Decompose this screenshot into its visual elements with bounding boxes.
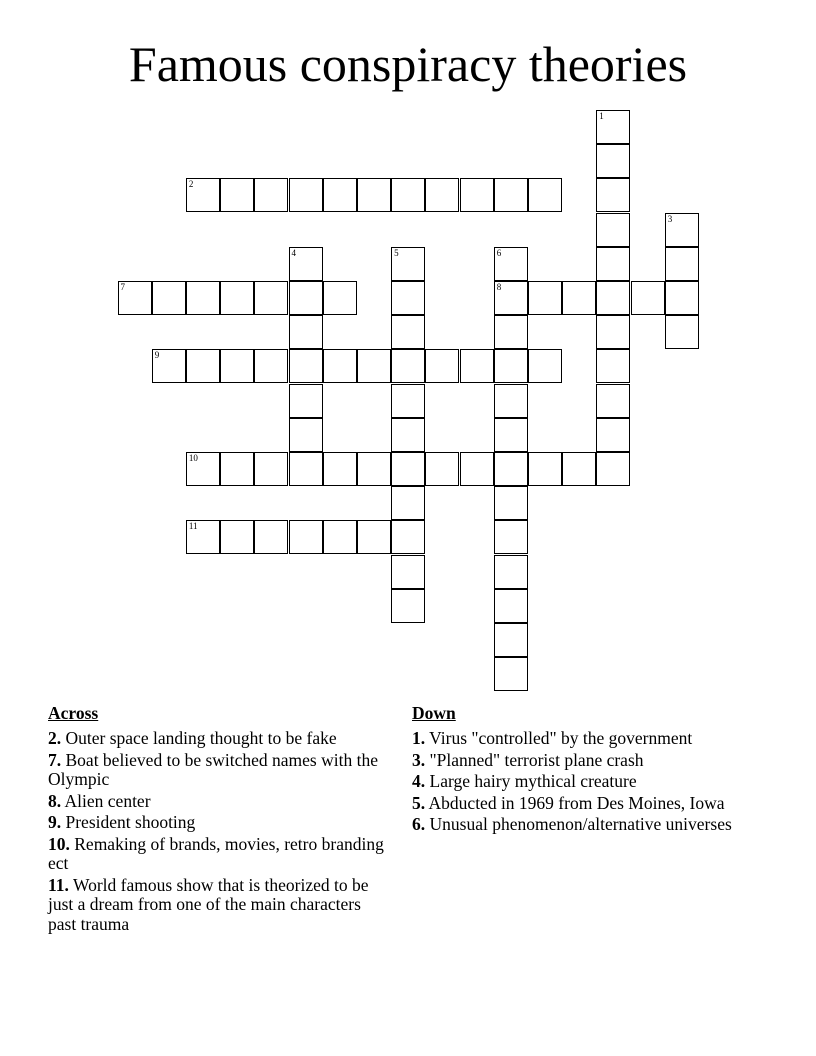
grid-cell[interactable] [254,520,288,554]
clue-number-label: 11. [48,874,69,895]
grid-cell[interactable] [596,144,630,178]
grid-cell[interactable] [665,247,699,281]
grid-cell[interactable] [494,623,528,657]
grid-cell[interactable] [631,281,665,315]
clue-number: 9 [154,350,160,361]
grid-cell[interactable] [425,349,459,383]
down-clue [412,729,757,749]
grid-cell[interactable] [596,213,630,247]
grid-cell[interactable] [596,110,630,144]
grid-cell[interactable] [323,520,357,554]
grid-cell[interactable] [494,486,528,520]
page-title: Famous conspiracy theories [128,36,688,92]
across-clue [48,813,388,833]
down-clue-list [412,729,757,835]
grid-cell[interactable] [357,452,391,486]
clue-text: Large hairy mythical creature [425,771,637,791]
grid-cell[interactable] [391,178,425,212]
grid-cell[interactable] [596,281,630,315]
clue-number-label: 10. [48,833,70,854]
grid-cell[interactable] [289,178,323,212]
grid-cell[interactable] [391,520,425,554]
clue-number: 5 [394,247,399,258]
grid-cell[interactable] [391,247,425,281]
grid-cell[interactable] [323,281,357,315]
grid-cell[interactable] [254,178,288,212]
clue-text: President shooting [61,812,196,832]
grid-cell[interactable] [220,178,254,212]
down-clues [412,703,757,837]
grid-cell[interactable] [425,178,459,212]
grid-cell[interactable] [220,349,254,383]
across-clues [48,703,388,936]
across-clue [48,751,388,790]
grid-cell[interactable] [220,281,254,315]
grid-cell[interactable] [494,178,528,212]
down-clue [412,751,757,771]
grid-cell[interactable] [425,452,459,486]
grid-cell[interactable] [391,349,425,383]
grid-cell[interactable] [186,452,220,486]
clue-number: 11 [188,521,198,532]
grid-cell[interactable] [528,452,562,486]
grid-cell[interactable] [528,281,562,315]
grid-cell[interactable] [596,418,630,452]
grid-cell[interactable] [323,452,357,486]
grid-cell[interactable] [494,349,528,383]
across-clue [48,835,388,874]
grid-cell[interactable] [494,418,528,452]
grid-cell[interactable] [494,247,528,281]
clue-number-label: 8. [48,790,62,811]
grid-cell[interactable] [254,452,288,486]
grid-cell[interactable] [289,384,323,418]
grid-cell[interactable] [460,349,494,383]
clue-number-label: 9. [48,812,62,832]
grid-cell[interactable] [357,178,391,212]
grid-cell[interactable] [186,281,220,315]
down-clue [412,772,757,792]
down-clue [412,794,757,814]
grid-cell[interactable] [289,315,323,349]
clue-text: Abducted in 1969 from Des Moines, Iowa [425,792,725,813]
grid-cell[interactable] [665,213,699,247]
clue-text: Remaking of brands, movies, retro branding ect [48,833,384,873]
grid-cell[interactable] [596,349,630,383]
grid-cell[interactable] [152,281,186,315]
clue-number: 7 [120,282,125,292]
grid-cell[interactable] [391,555,425,589]
grid-cell[interactable] [220,520,254,554]
grid-cell[interactable] [254,281,288,315]
clue-number: 1 [599,111,604,121]
grid-cell[interactable] [186,178,220,212]
clue-number-label: 3. [412,749,426,770]
grid-cell[interactable] [596,315,630,349]
clue-number: 6 [496,247,502,258]
clue-number: 3 [667,213,673,224]
grid-cell[interactable] [391,589,425,623]
clue-text: Alien center [61,790,151,811]
grid-cell[interactable] [596,178,630,212]
clue-number-label: 4. [412,771,426,791]
grid-cell[interactable] [289,349,323,383]
down-clue [412,815,757,835]
grid-cell[interactable] [460,452,494,486]
clue-number: 8 [496,282,502,292]
across-clue [48,729,388,749]
across-clue [48,876,388,935]
grid-cell[interactable] [596,452,630,486]
grid-cell[interactable] [220,452,254,486]
clue-text: Boat believed to be switched names with the Olympic [48,749,378,789]
grid-cell[interactable] [494,452,528,486]
grid-cell[interactable] [289,247,323,281]
grid-cell[interactable] [186,520,220,554]
clue-text: Unusual phenomenon/alternative universes [425,814,732,834]
grid-cell[interactable] [460,178,494,212]
grid-cell[interactable] [289,281,323,315]
clue-text: Outer space landing thought to be fake [61,728,337,748]
grid-cell[interactable] [289,520,323,554]
clue-number-label: 6. [412,814,426,834]
grid-cell[interactable] [186,349,220,383]
grid-cell[interactable] [323,178,357,212]
clue-number-label: 5. [412,792,426,813]
grid-cell[interactable] [494,589,528,623]
grid-cell[interactable] [391,384,425,418]
grid-cell[interactable] [254,349,288,383]
grid-cell[interactable] [391,452,425,486]
grid-cell[interactable] [152,349,186,383]
across-heading: Across [48,703,99,723]
across-clue [48,792,388,812]
grid-cell[interactable] [357,520,391,554]
grid-cell[interactable] [596,384,630,418]
grid-cell[interactable] [391,486,425,520]
grid-cell[interactable] [562,281,596,315]
clue-number-label: 7. [48,749,62,770]
clue-number: 10 [188,453,198,463]
grid-cell[interactable] [494,384,528,418]
grid-cell[interactable] [665,281,699,315]
down-heading: Down [412,703,456,723]
grid-cell[interactable] [118,281,152,315]
grid-cell[interactable] [494,555,528,589]
grid-cell[interactable] [289,452,323,486]
grid-cell[interactable] [323,349,357,383]
grid-cell[interactable] [357,349,391,383]
grid-cell[interactable] [665,315,699,349]
clue-number: 2 [188,179,194,190]
across-clue-list [48,729,388,934]
grid-cell[interactable] [289,418,323,452]
grid-cell[interactable] [596,247,630,281]
grid-cell[interactable] [528,178,562,212]
clue-text: World famous show that is theorized to be just a dream from one of the main characters past trauma [48,874,369,934]
grid-cell[interactable] [391,315,425,349]
grid-cell[interactable] [494,315,528,349]
grid-cell[interactable] [391,418,425,452]
clue-number-label: 1. [412,728,426,748]
grid-cell[interactable] [391,281,425,315]
grid-cell[interactable] [494,281,528,315]
clue-text: "Planned" terrorist plane crash [425,749,644,770]
grid-cell[interactable] [562,452,596,486]
grid-cell[interactable] [528,349,562,383]
clue-text: Virus "controlled" by the government [425,728,693,748]
grid-cell[interactable] [494,520,528,554]
clue-number-label: 2. [48,728,62,748]
clue-number: 4 [291,247,296,258]
grid-cell[interactable] [494,657,528,691]
